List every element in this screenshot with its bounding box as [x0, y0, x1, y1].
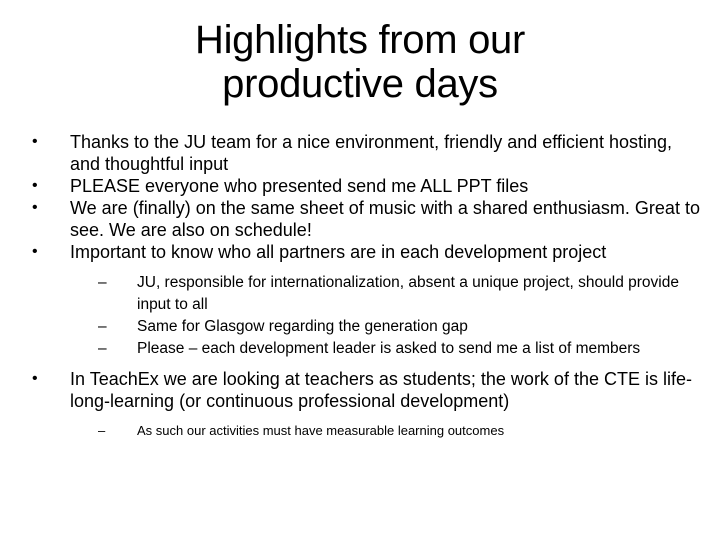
bullet-marker: •: [32, 370, 38, 387]
sub-bullet-item: [32, 338, 702, 360]
bullet-text: PLEASE everyone who presented send me ALL PPT files: [70, 176, 529, 196]
sub-bullet-item: [32, 272, 702, 316]
bullet-item: [32, 197, 702, 241]
bullet-item: [32, 175, 702, 197]
bullet-text: Important to know who all partners are in each development project: [70, 242, 607, 262]
dash-marker: –: [98, 340, 107, 357]
bullet-item: [32, 241, 702, 263]
slide-title-line-2: productive days: [222, 62, 498, 106]
bullet-text: Thanks to the JU team for a nice environment, friendly and efficient hosting, and thoughtful input: [70, 132, 672, 174]
sub-bullet-item: [32, 316, 702, 338]
bullet-list: [32, 131, 702, 449]
slide-title-line-1: Highlights from our: [195, 18, 525, 62]
slide-title: [0, 18, 720, 106]
dash-marker: –: [98, 274, 107, 291]
sub-bullet-list: [32, 272, 702, 360]
dash-marker: –: [98, 318, 107, 335]
sub-bullet-text: As such our activities must have measurable learning outcomes: [137, 423, 505, 438]
sub-bullet-list: [32, 421, 702, 441]
bullet-marker: •: [32, 133, 38, 150]
bullet-text: In TeachEx we are looking at teachers as students; the work of the CTE is life-long-learning (or continuous professional development): [70, 369, 692, 411]
sub-bullet-text: Same for Glasgow regarding the generation gap: [137, 318, 468, 335]
sub-bullet-text: Please – each development leader is asked to send me a list of members: [137, 340, 641, 357]
dash-marker: –: [98, 423, 106, 438]
bullet-marker: •: [32, 177, 38, 194]
bullet-item: [32, 131, 702, 175]
bullet-item: [32, 368, 702, 412]
bullet-marker: •: [32, 199, 38, 216]
sub-bullet-text: JU, responsible for internationalization, absent a unique project, should provide input to all: [137, 274, 679, 313]
bullet-marker: •: [32, 243, 38, 260]
sub-bullet-item: [32, 421, 702, 441]
bullet-text: We are (finally) on the same sheet of music with a shared enthusiasm. Great to see. We are also on schedule!: [70, 198, 700, 240]
